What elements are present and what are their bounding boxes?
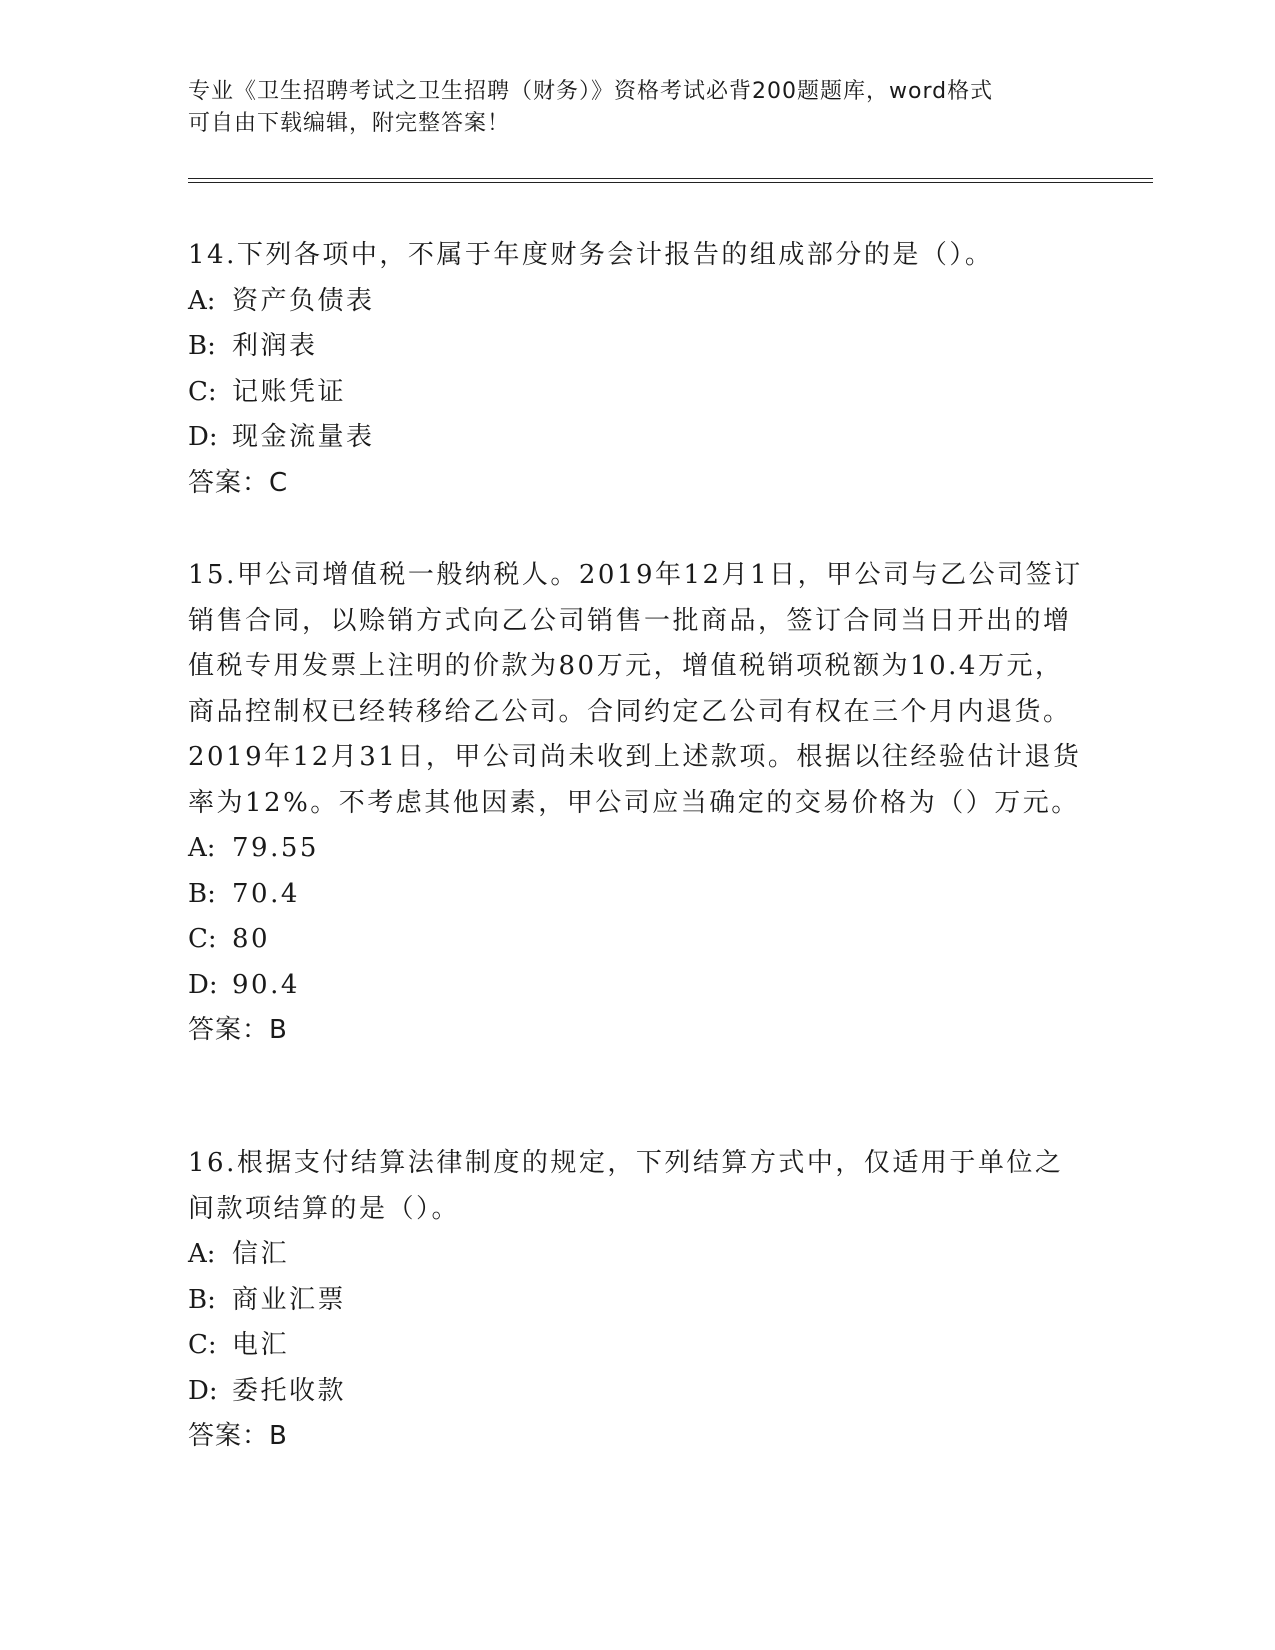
header-divider-top <box>188 178 1153 179</box>
option-b <box>188 872 1088 918</box>
option-a <box>188 279 1088 325</box>
question-stem: 15.甲公司增值税一般纳税人。2019年12月1日，甲公司与乙公司签订销售合同，以赊销方式向乙公司销售一批商品，签订合同当日开出的增值税专用发票上注明的价款为80万元，增值税销项税额为10.4万元，商品控制权已经转移给乙公司。合同约定乙公司有权在三个月内退货。2019年12月31日，甲公司尚未收到上述款项。根据以往经验估计退货率为12%。不考虑其他因素，甲公司应当确定的交易价格为（）万元。 <box>188 560 1083 818</box>
question-14 <box>188 233 1088 506</box>
option-letter: B: <box>188 1284 216 1315</box>
option-a <box>188 1232 1088 1278</box>
header-line-1: 专业《卫生招聘考试之卫生招聘（财务）》资格考试必背200题题库，word格式 <box>188 79 994 104</box>
option-letter: C: <box>188 1330 217 1360</box>
question-16 <box>188 1141 1088 1460</box>
option-c <box>188 370 1088 416</box>
option-d <box>188 963 1088 1009</box>
option-text: 80 <box>232 924 271 954</box>
option-d <box>188 415 1088 461</box>
option-letter: D: <box>188 422 218 452</box>
option-text: 商业汇票 <box>232 1284 347 1315</box>
option-letter: A: <box>188 833 216 863</box>
option-letter: C: <box>188 376 217 407</box>
option-letter: B: <box>188 878 216 909</box>
option-a <box>188 826 1088 872</box>
header-line-2: 可自由下载编辑，附完整答案！ <box>188 111 511 136</box>
option-b <box>188 324 1088 370</box>
option-text: 利润表 <box>232 331 318 361</box>
option-letter: A: <box>188 1239 216 1269</box>
option-letter: A: <box>188 285 216 316</box>
answer: 答案：B <box>188 1421 288 1451</box>
option-c <box>188 917 1088 963</box>
option-text: 现金流量表 <box>232 422 375 452</box>
option-c <box>188 1323 1088 1369</box>
option-text: 信汇 <box>232 1239 290 1269</box>
option-text: 资产负债表 <box>232 285 375 316</box>
option-letter: C: <box>188 924 217 954</box>
option-letter: D: <box>188 1375 218 1406</box>
option-letter: D: <box>188 969 218 1000</box>
answer: 答案：B <box>188 1015 288 1045</box>
question-stem: 14.下列各项中，不属于年度财务会计报告的组成部分的是（）。 <box>188 240 994 270</box>
option-d <box>188 1369 1088 1415</box>
question-15 <box>188 553 1088 1054</box>
answer: 答案：C <box>188 467 289 498</box>
question-stem: 16.根据支付结算法律制度的规定，下列结算方式中，仅适用于单位之间款项结算的是（）。 <box>188 1148 1064 1224</box>
document-header <box>188 76 1068 140</box>
option-text: 电汇 <box>232 1330 290 1360</box>
option-text: 90.4 <box>232 969 300 1000</box>
option-text: 委托收款 <box>232 1375 347 1406</box>
option-letter: B: <box>188 331 216 361</box>
option-text: 70.4 <box>232 878 300 909</box>
header-divider-bottom <box>188 182 1153 183</box>
option-text: 79.55 <box>232 833 319 863</box>
option-b <box>188 1278 1088 1324</box>
option-text: 记账凭证 <box>232 376 347 407</box>
